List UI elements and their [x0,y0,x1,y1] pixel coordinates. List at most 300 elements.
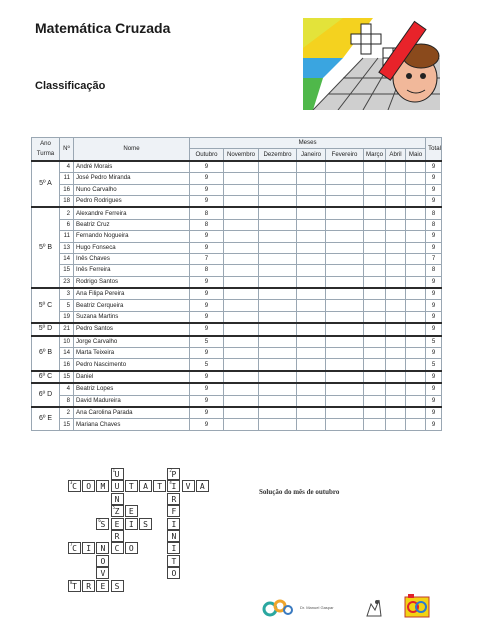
col-nome-header: Nome [74,138,190,161]
score-total: 9 [426,242,442,253]
score-month-empty [297,207,326,219]
clue-number: 6 [98,517,101,523]
score-month-empty [386,276,406,288]
student-name: David Madureira [74,395,190,407]
table-row [32,348,442,359]
table-row [32,336,442,348]
score-month-empty [297,348,326,359]
score-outubro: 9 [190,371,224,383]
table-row [32,300,442,311]
month-header: Janeiro [297,149,326,161]
score-month-empty [406,231,426,242]
crossword-cell [111,480,124,492]
student-number: 15 [60,265,74,276]
crossword-cell [111,518,124,530]
col-ano-header: Ano Turma [32,138,60,161]
score-month-empty [259,276,297,288]
score-month-empty [224,288,259,300]
student-name: Beatriz Lopes [74,383,190,395]
crossword-letter: A [143,482,148,492]
score-month-empty [224,348,259,359]
score-month-empty [259,231,297,242]
crossword-letter: T [128,482,134,492]
table-row [32,184,442,195]
score-month-empty [406,161,426,173]
crossword-cell [153,480,166,492]
score-month-empty [386,323,406,335]
score-month-empty [224,253,259,264]
crossword-letter: R [114,532,120,541]
student-name: Beatriz Cruz [74,219,190,230]
score-month-empty [297,253,326,264]
score-month-empty [364,195,386,207]
student-number: 4 [60,383,74,395]
score-month-empty [364,276,386,288]
score-month-empty [259,300,297,311]
crossword-cell [96,580,109,592]
score-month-empty [326,383,364,395]
score-month-empty [297,311,326,323]
student-name: Inês Ferreira [74,265,190,276]
score-month-empty [364,419,386,430]
score-month-empty [259,253,297,264]
col-num-header: Nº [60,138,74,161]
score-month-empty [259,288,297,300]
score-month-empty [386,265,406,276]
score-month-empty [406,184,426,195]
score-month-empty [224,383,259,395]
school-caption: Dr. Manuel Gaspar [300,605,334,610]
score-month-empty [259,161,297,173]
solution-label: Solução do mês de outubro [259,488,340,496]
table-row [32,242,442,253]
crossword-letter: V [100,569,106,579]
crossword-letter: Z [114,507,120,517]
score-total: 9 [426,288,442,300]
score-month-empty [326,231,364,242]
month-header: Março [364,149,386,161]
score-month-empty [297,395,326,407]
score-outubro: 9 [190,311,224,323]
crossword-letter: E [114,519,120,529]
score-outubro: 8 [190,207,224,219]
score-total: 5 [426,336,442,348]
student-number: 10 [60,336,74,348]
score-month-empty [224,161,259,173]
score-total: 9 [426,173,442,184]
crossword-letter: U [114,482,120,492]
score-total: 9 [426,195,442,207]
score-month-empty [406,242,426,253]
page-title: Matemática Cruzada [35,20,171,36]
student-name: Rodrigo Santos [74,276,190,288]
student-number: 15 [60,419,74,430]
score-total: 9 [426,419,442,430]
student-number: 3 [60,288,74,300]
score-month-empty [297,276,326,288]
score-month-empty [259,323,297,335]
clue-number: 7 [70,542,73,548]
score-month-empty [406,288,426,300]
score-month-empty [386,253,406,264]
col-total-header: Total [426,138,442,161]
crossword-cell [125,518,138,530]
crossword-letter: S [143,519,148,529]
crossword-letter: C [72,544,77,554]
crossword-cell [96,567,109,579]
student-number: 21 [60,323,74,335]
student-number: 2 [60,207,74,219]
student-name: Hugo Fonseca [74,242,190,253]
score-month-empty [297,219,326,230]
score-month-empty [364,231,386,242]
score-month-empty [406,359,426,371]
score-month-empty [326,288,364,300]
score-month-empty [406,173,426,184]
student-number: 8 [60,395,74,407]
table-row [32,288,442,300]
score-month-empty [224,336,259,348]
score-month-empty [364,311,386,323]
student-number: 2 [60,407,74,419]
score-month-empty [364,348,386,359]
score-month-empty [259,242,297,253]
score-month-empty [326,276,364,288]
crossword-letter: N [171,532,177,541]
table-row [32,371,442,383]
score-month-empty [259,395,297,407]
clue-number: 2 [169,468,172,473]
score-month-empty [386,161,406,173]
score-month-empty [406,383,426,395]
crossword-cell [82,480,95,492]
student-name: José Pedro Miranda [74,173,190,184]
student-name: Mariana Chaves [74,419,190,430]
score-month-empty [386,407,406,419]
score-total: 5 [426,359,442,371]
score-month-empty [326,371,364,383]
clue-number: 1 [112,468,116,473]
crossword-cell [125,542,138,554]
score-month-empty [259,407,297,419]
table-row [32,253,442,264]
score-month-empty [406,419,426,430]
score-outubro: 9 [190,300,224,311]
crossword-letter: O [86,482,92,492]
score-month-empty [406,195,426,207]
table-row [32,231,442,242]
score-total: 9 [426,161,442,173]
score-month-empty [386,184,406,195]
score-month-empty [326,242,364,253]
student-number: 16 [60,359,74,371]
turma-cell: 5º C [32,288,60,323]
score-month-empty [326,311,364,323]
crossword-letter: M [100,482,106,492]
score-total: 8 [426,265,442,276]
score-total: 9 [426,276,442,288]
month-header: Maio [406,149,426,161]
crossword-letter: V [185,482,191,492]
score-total: 8 [426,207,442,219]
crossword-cell [96,480,109,492]
score-month-empty [326,419,364,430]
student-number: 11 [60,231,74,242]
score-month-empty [364,184,386,195]
school-logo [262,597,342,617]
student-name: Marta Teixeira [74,348,190,359]
score-month-empty [297,419,326,430]
score-outubro: 8 [190,219,224,230]
score-outubro: 9 [190,173,224,184]
score-month-empty [364,407,386,419]
crossword-letter: E [128,507,134,517]
score-month-empty [297,359,326,371]
score-total: 9 [426,407,442,419]
table-row [32,173,442,184]
crossword-letter: O [100,556,106,566]
score-month-empty [297,173,326,184]
score-month-empty [406,219,426,230]
student-number: 19 [60,311,74,323]
turma-cell: 5º A [32,161,60,208]
score-month-empty [364,219,386,230]
crossword-letter: O [171,569,177,579]
student-name: Pedro Nascimento [74,359,190,371]
table-row [32,407,442,419]
score-month-empty [297,300,326,311]
crossword-cell [167,567,180,579]
score-month-empty [326,184,364,195]
crossword-letter: P [171,470,177,479]
crossword-cell [167,468,180,480]
score-month-empty [224,419,259,430]
student-name: Nuno Carvalho [74,184,190,195]
table-row [32,395,442,407]
student-name: Ana Filipa Pereira [74,288,190,300]
student-name: Pedro Santos [74,323,190,335]
score-month-empty [364,383,386,395]
score-month-empty [224,276,259,288]
score-total: 9 [426,300,442,311]
crossword-cartoon-logo [303,18,440,110]
table-row [32,161,442,173]
crossword-letter: T [157,482,163,492]
score-month-empty [326,348,364,359]
score-outubro: 9 [190,419,224,430]
turma-cell: 6º B [32,336,60,371]
crossword-letter: O [128,544,134,554]
score-month-empty [364,242,386,253]
crossword-letter: A [199,482,205,492]
score-month-empty [386,371,406,383]
month-header: Fevereiro [326,149,364,161]
score-month-empty [326,195,364,207]
clue-number: 4 [169,480,172,486]
crossword-letter: C [114,544,120,554]
classification-table [31,137,442,431]
score-outubro: 9 [190,242,224,253]
score-month-empty [326,161,364,173]
score-month-empty [224,300,259,311]
table-row [32,323,442,335]
score-month-empty [406,207,426,219]
score-month-empty [386,359,406,371]
score-month-empty [297,336,326,348]
crossword-cell [125,505,138,517]
score-month-empty [386,395,406,407]
score-month-empty [297,161,326,173]
student-name: Alexandre Ferreira [74,207,190,219]
score-month-empty [224,371,259,383]
crossword-letter: R [86,581,92,591]
student-name: André Morais [74,161,190,173]
score-month-empty [326,173,364,184]
crossword-cell [111,530,124,542]
score-outubro: 9 [190,407,224,419]
score-outubro: 7 [190,253,224,264]
score-month-empty [224,395,259,407]
score-total: 8 [426,219,442,230]
score-total: 9 [426,323,442,335]
score-month-empty [297,383,326,395]
score-month-empty [386,219,406,230]
score-month-empty [386,311,406,323]
score-month-empty [297,323,326,335]
student-name: Suzana Martins [74,311,190,323]
crossword-letter: R [171,494,177,504]
score-month-empty [386,383,406,395]
score-outubro: 9 [190,383,224,395]
score-total: 9 [426,311,442,323]
score-month-empty [224,242,259,253]
crossword-cell [196,480,209,492]
score-month-empty [386,300,406,311]
crossword-cell [96,518,109,530]
table-row [32,276,442,288]
mascot-logo [363,596,385,618]
score-month-empty [386,231,406,242]
crossword-cell [82,542,95,554]
score-month-empty [259,207,297,219]
crossword-letter: I [86,544,92,554]
score-month-empty [364,253,386,264]
crossword-cell [167,480,180,492]
score-outubro: 9 [190,323,224,335]
score-month-empty [224,195,259,207]
score-month-empty [364,265,386,276]
crossword-letter: U [114,470,120,479]
score-month-empty [386,242,406,253]
score-outubro: 9 [190,184,224,195]
crossword-cell [68,580,81,592]
crossword-letter: I [128,519,134,529]
score-outubro: 8 [190,265,224,276]
crossword-cell [68,542,81,554]
score-outubro: 9 [190,161,224,173]
score-month-empty [259,184,297,195]
turma-cell: 6º C [32,371,60,383]
score-month-empty [297,371,326,383]
score-month-empty [297,288,326,300]
score-outubro: 5 [190,359,224,371]
student-number: 13 [60,242,74,253]
crossword-letter: N [100,544,106,554]
student-number: 14 [60,253,74,264]
score-month-empty [259,265,297,276]
crossword-letter: T [72,581,77,591]
score-month-empty [406,265,426,276]
crossword-cell [96,555,109,567]
score-month-empty [386,207,406,219]
score-month-empty [364,323,386,335]
score-month-empty [406,300,426,311]
score-outubro: 9 [190,288,224,300]
clue-number: 8 [70,579,73,585]
math-club-logo [404,594,430,618]
score-month-empty [297,242,326,253]
score-month-empty [364,288,386,300]
score-month-empty [386,173,406,184]
student-name: Pedro Rodrigues [74,195,190,207]
score-month-empty [326,407,364,419]
score-total: 9 [426,371,442,383]
score-month-empty [224,231,259,242]
crossword-cell [111,505,124,517]
crossword-letter: E [100,581,106,591]
table-row [32,359,442,371]
crossword-cell [111,468,124,480]
score-month-empty [259,419,297,430]
score-month-empty [386,336,406,348]
crossword-cell [139,518,152,530]
table-row [32,419,442,430]
score-month-empty [259,195,297,207]
table-row [32,265,442,276]
score-month-empty [364,371,386,383]
score-month-empty [326,336,364,348]
score-month-empty [364,207,386,219]
score-outubro: 9 [190,195,224,207]
score-month-empty [386,288,406,300]
score-month-empty [406,348,426,359]
student-number: 14 [60,348,74,359]
crossword-cell [139,480,152,492]
section-title: Classificação [35,80,106,92]
score-month-empty [406,311,426,323]
score-month-empty [259,348,297,359]
score-month-empty [326,300,364,311]
crossword-letter: I [171,482,177,492]
score-month-empty [259,383,297,395]
month-header: Abril [386,149,406,161]
score-month-empty [297,195,326,207]
student-name: Inês Chaves [74,253,190,264]
crossword-cell [96,542,109,554]
score-month-empty [259,359,297,371]
student-name: Daniel [74,371,190,383]
score-month-empty [364,300,386,311]
score-month-empty [259,311,297,323]
score-month-empty [224,265,259,276]
crossword-letter: I [171,544,177,554]
score-outubro: 5 [190,336,224,348]
crossword-letter: I [171,519,177,529]
score-month-empty [224,173,259,184]
score-month-empty [406,276,426,288]
student-number: 16 [60,184,74,195]
score-month-empty [406,253,426,264]
